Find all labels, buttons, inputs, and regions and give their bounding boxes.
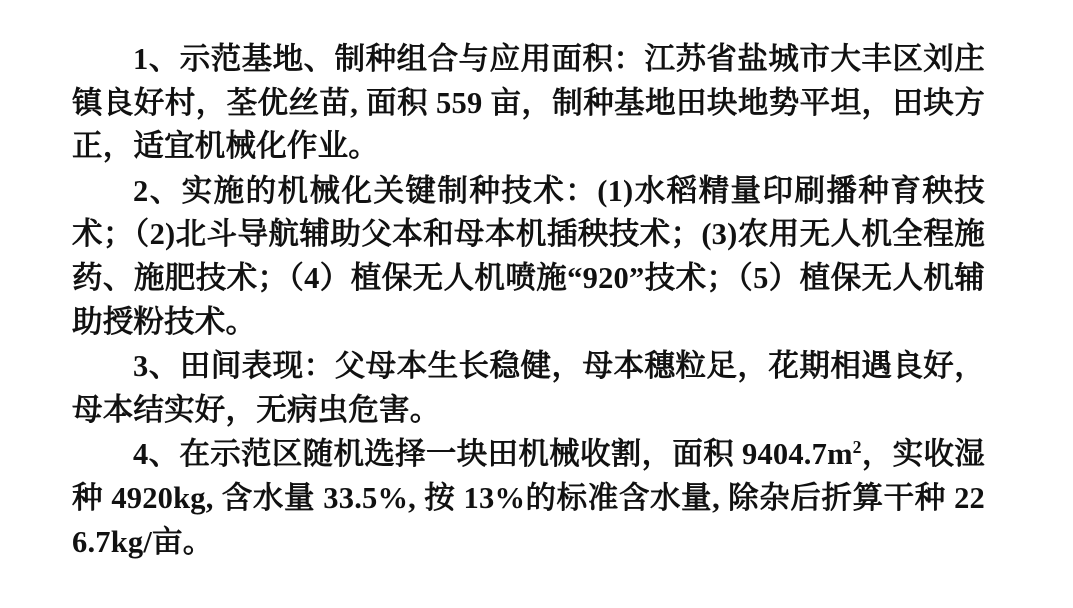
area-unit-superscript: 2	[852, 437, 862, 458]
paragraph-item-1: 1、示范基地、制种组合与应用面积：江苏省盐城市大丰区刘庄镇良好村，荃优丝苗, 面积 559 亩，制种基地田块地势平坦，田块方正，适宜机械化作业。	[72, 42, 985, 164]
paragraph-item-4	[72, 433, 985, 564]
paragraph-item-4-text-b: ，实收湿种 4920kg, 含水量 33.5%, 按 13%的标准含水量, 除杂后折算干种 226.7kg/亩。	[72, 437, 985, 559]
paragraph-item-4-text-a: 4、在示范区随机选择一块田机械收割，面积 9404.7m	[133, 437, 853, 472]
paragraph-item-2: 2、实施的机械化关键制种技术：(1)水稻精量印刷播种育秧技术；（2)北斗导航辅助父本和母本机插秧技术；(3)农用无人机全程施药、施肥技术；（4）植保无人机喷施“920”技术；（5）植保无人机辅助授粉技术。	[72, 173, 985, 339]
paragraph-item-3: 3、田间表现：父母本生长稳健，母本穗粒足，花期相遇良好，母本结实好，无病虫危害。	[72, 349, 985, 427]
